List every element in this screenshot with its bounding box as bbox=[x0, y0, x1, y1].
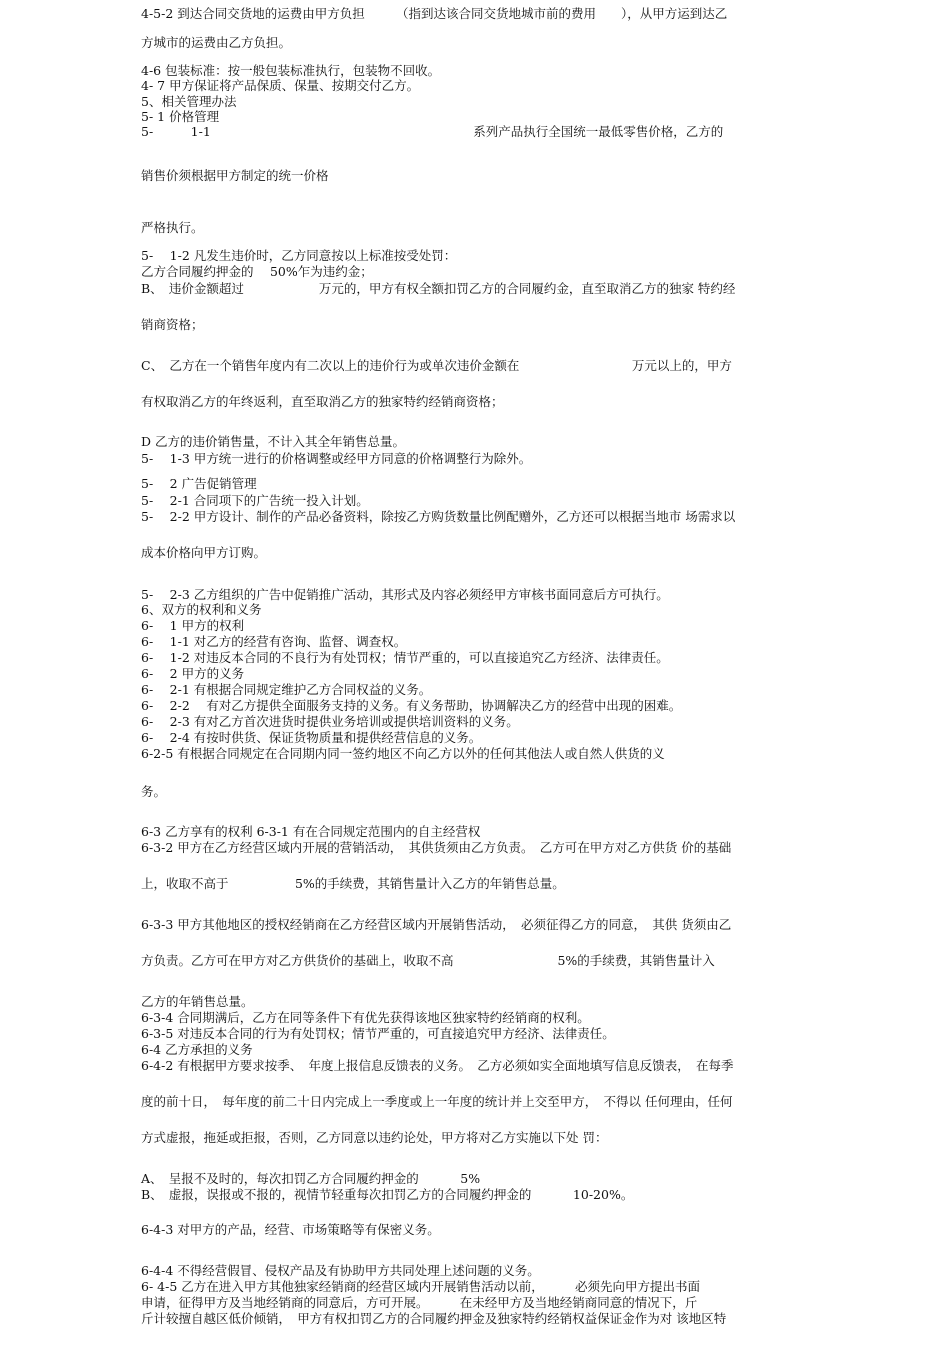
text-line: 6- 2-2 有对乙方提供全面服务支持的义务。有义务帮助，协调解决乙方的经营中出现的困难。 bbox=[141, 698, 682, 713]
text-line: 方城市的运费由乙方负担。 bbox=[141, 35, 292, 50]
text-line: 5- 2-1 合同项下的广告统一投入计划。 bbox=[141, 493, 369, 508]
text-line: 6-3-4 合同期满后，乙方在同等条件下有优先获得该地区独家特约经销商的权利。 bbox=[141, 1010, 590, 1025]
text-line: 严格执行。 bbox=[141, 220, 204, 235]
text-line: 上，收取不高于 5%的手续费，其销售量计入乙方的年销售总量。 bbox=[141, 876, 565, 891]
text-line: 销售价须根据甲方制定的统一价格 bbox=[141, 168, 329, 183]
text-line: 6- 1 甲方的权利 bbox=[141, 618, 245, 633]
text-line: 销商资格； bbox=[141, 317, 204, 332]
text-line: 6- 4-5 乙方在进入甲方其他独家经销商的经营区域内开展销售活动以前， 必须先向甲方提出书面 bbox=[141, 1279, 701, 1294]
text-line: A、 呈报不及时的，每次扣罚乙方合同履约押金的 5% bbox=[141, 1171, 481, 1186]
text-line: 6-3 乙方享有的权利 6-3-1 有在合同规定范围内的自主经营权 bbox=[141, 824, 481, 839]
text-line: 有权取消乙方的年终返利，直至取消乙方的独家特约经销商资格； bbox=[141, 394, 504, 409]
text-line: 6-4-2 有根据甲方要求按季、 年度上报信息反馈表的义务。 乙方必须如实全面地填写信息反馈表， 在每季 bbox=[141, 1058, 734, 1073]
text-line: 方负责。乙方可在甲方对乙方供货价的基础上，收取不高 5%的手续费，其销售量计入 bbox=[141, 953, 715, 968]
text-line: D 乙方的违价销售量，不计入其全年销售总量。 bbox=[141, 434, 405, 449]
text-line: 乙方合同履约押金的 50%乍为违约金； bbox=[141, 264, 373, 279]
text-line: 6-4-3 对甲方的产品，经营、市场策略等有保密义务。 bbox=[141, 1222, 440, 1237]
text-line: 5- 2-3 乙方组织的广告中促销推广活动，其形式及内容必须经甲方审核书面同意后方可执行。 bbox=[141, 587, 669, 602]
text-line: 申请，征得甲方及当地经销商的同意后，方可开展。 在未经甲方及当地经销商同意的情况下，斤 bbox=[141, 1295, 698, 1310]
text-line: 6- 2 甲方的义务 bbox=[141, 666, 245, 681]
text-line: 4-6 包装标准：按一般包装标准执行，包装物不回收。 bbox=[141, 63, 441, 78]
text-line: 4-5-2 到达合同交货地的运费由甲方负担 （指到达该合同交货地城市前的费用 ），从甲方运到达乙 bbox=[141, 6, 728, 21]
text-line: 5、相关管理办法 bbox=[141, 94, 237, 109]
text-line: 6- 2-1 有根据合同规定维护乙方合同权益的义务。 bbox=[141, 682, 432, 697]
text-line: 6- 2-4 有按时供货、保证货物质量和提供经营信息的义务。 bbox=[141, 730, 482, 745]
text-line: C、 乙方在一个销售年度内有二次以上的违价行为或单次违价金额在 万元以上的，甲方 bbox=[141, 358, 732, 373]
text-line: 6-2-5 有根据合同规定在合同期内同一签约地区不向乙方以外的任何其他法人或自然人供货的义 bbox=[141, 746, 665, 761]
text-line: 6-4-4 不得经营假冒、侵权产品及有协助甲方共同处理上述问题的义务。 bbox=[141, 1263, 540, 1278]
text-line: 6- 1-2 对违反本合同的不良行为有处罚权；情节严重的，可以直接追究乙方经济、法律责任。 bbox=[141, 650, 669, 665]
text-line: 5- 1 价格管理 bbox=[141, 109, 220, 124]
text-line: 5- 1-3 甲方统一进行的价格调整或经甲方同意的价格调整行为除外。 bbox=[141, 451, 532, 466]
text-line: 6-4 乙方承担的义务 bbox=[141, 1042, 253, 1057]
text-line: 5- 1-2 凡发生违价时，乙方同意按以上标准按受处罚： bbox=[141, 248, 457, 263]
text-line: 6-3-3 甲方其他地区的授权经销商在乙方经营区域内开展销售活动， 必须征得乙方的同意， 其供 货须由乙 bbox=[141, 917, 732, 932]
text-line: 6-3-2 甲方在乙方经营区域内开展的营销活动， 其供货须由乙方负责。 乙方可在甲方对乙方供货 价的基础 bbox=[141, 840, 732, 855]
text-line: 4- 7 甲方保证将产品保质、保量、按期交付乙方。 bbox=[141, 78, 420, 93]
text-line: 5- 1-1 系列产品执行全国统一最低零售价格，乙方的 bbox=[141, 124, 724, 139]
text-line: 度的前十日， 每年度的前二十日内完成上一季度或上一年度的统计并上交至甲方， 不得以 任何理由，任何 bbox=[141, 1094, 733, 1109]
text-line: B、 虚报，误报或不报的，视情节轻重每次扣罚乙方的合同履约押金的 10-20%。 bbox=[141, 1187, 634, 1202]
text-line: 5- 2 广告促销管理 bbox=[141, 476, 257, 491]
text-line: 成本价格向甲方订购。 bbox=[141, 545, 267, 560]
text-line: B、 违价金额超过 万元的，甲方有权全额扣罚乙方的合同履约金，直至取消乙方的独家 特约经 bbox=[141, 281, 736, 296]
text-line: 方式虚报，拖延或拒报，否则，乙方同意以违约论处，甲方将对乙方实施以下处 罚： bbox=[141, 1130, 608, 1145]
text-line: 斤计较擅自越区低价倾销， 甲方有权扣罚乙方的合同履约押金及独家特约经销权益保证金作为对 该地区特 bbox=[141, 1311, 727, 1326]
text-line: 6、双方的权利和义务 bbox=[141, 602, 262, 617]
text-line: 6- 1-1 对乙方的经营有咨询、监督、调查权。 bbox=[141, 634, 407, 649]
text-line: 6- 2-3 有对乙方首次进货时提供业务培训或提供培训资料的义务。 bbox=[141, 714, 519, 729]
text-line: 乙方的年销售总量。 bbox=[141, 994, 254, 1009]
text-line: 务。 bbox=[141, 784, 167, 799]
text-line: 6-3-5 对违反本合同的行为有处罚权；情节严重的，可直接追究甲方经济、法律责任。 bbox=[141, 1026, 615, 1041]
text-line: 5- 2-2 甲方设计、制作的产品必备资料，除按乙方购货数量比例配赠外，乙方还可以根据当地市 场需求以 bbox=[141, 509, 736, 524]
